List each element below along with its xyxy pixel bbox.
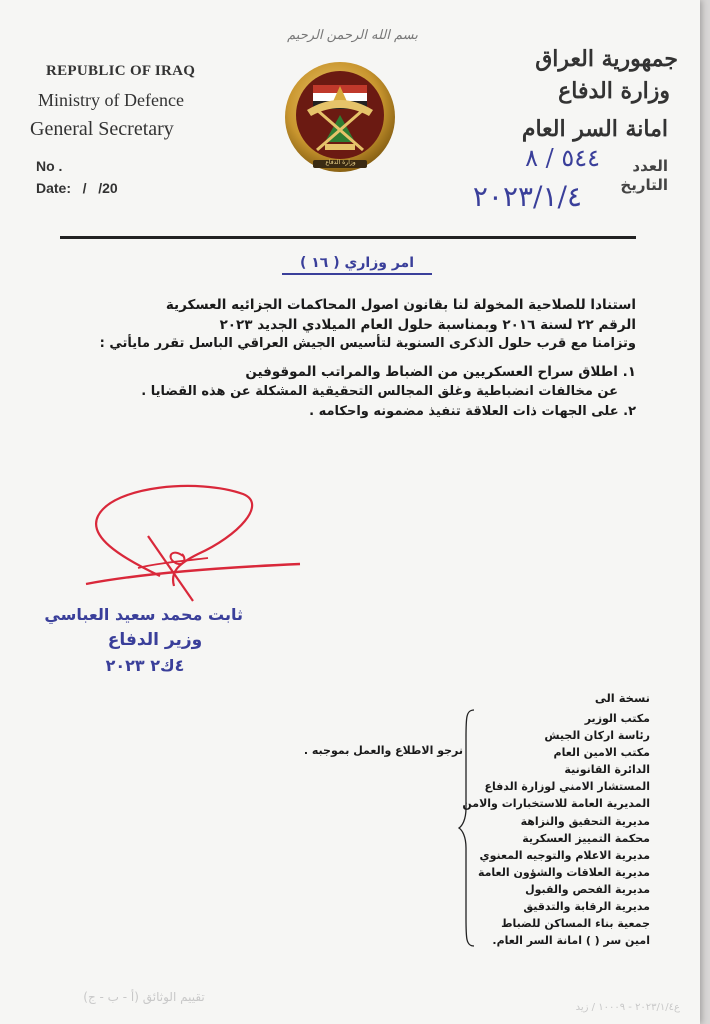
- distribution-header: نسخة الى: [594, 691, 650, 705]
- order-item-1-line-2: عن مخالفات انضباطية وغلق المجالس التحقيقية المشكلة عن هذه القضايا .: [141, 384, 618, 399]
- date-label: Date: / /20: [36, 180, 118, 196]
- header-ministry: Ministry of Defence: [38, 90, 184, 110]
- header-republic: REPUBLIC OF IRAQ: [46, 63, 196, 79]
- distribution-item: مكتب الوزير: [584, 712, 650, 725]
- body-line-3: وتزامنا مع قرب حلول الذكرى السنوية لتأسيس الجيش العراقي الباسل تقرر مايأتي :: [99, 336, 636, 351]
- footer-reference-code: ع٢٠٢٣/١/٤ - ١٠٠٠٩ / زيد: [575, 1002, 680, 1013]
- signature-scribble-icon: [78, 476, 308, 606]
- distribution-item: مديرية الفحص والقبول: [525, 882, 650, 896]
- distribution-item: جمعية بناء المساكن للضباط: [501, 917, 650, 931]
- handwritten-number: ٥٤٤ / ٨: [525, 144, 600, 172]
- distribution-item: المستشار الامني لوزارة الدفاع: [484, 780, 650, 794]
- signature-date: ٤ك٢ ٢٠٢٣: [105, 656, 185, 675]
- body-line-1: استنادا للصلاحية المخولة لنا بقانون اصول المحاكمات الجزائيه العسكرية: [165, 297, 636, 313]
- order-item-2: ٢. على الجهات ذات العلاقة تنفيذ مضمونه واحكامه .: [309, 404, 636, 419]
- footer-archive-stamp: تقييم الوثائق (أ - ب - ج): [83, 990, 205, 1004]
- header-arabic-ministry: وزارة الدفاع: [558, 78, 670, 104]
- ministry-emblem: [283, 60, 398, 175]
- basmala: بسم الله الرحمن الرحيم: [287, 28, 418, 43]
- emblem-caption: وزارة الدفاع: [325, 159, 356, 166]
- arabic-number-label: العدد: [632, 157, 668, 175]
- distribution-item: مديرية الاعلام والتوجيه المعنوي: [479, 848, 650, 862]
- distribution-item: محكمة التمييز العسكرية: [522, 831, 650, 845]
- signatory-name: ثابت محمد سعيد العباسي: [44, 605, 243, 624]
- body-line-2: الرقم ٢٢ لسنة ٢٠١٦ وبمناسبة حلول العام الميلادي الجديد ٢٠٢٣: [219, 317, 636, 333]
- distribution-list: [450, 710, 650, 949]
- distribution-item: المديرية العامة للاستخبارات والامن: [462, 797, 650, 811]
- distribution-item: مكتب الامين العام: [553, 746, 650, 760]
- arabic-date-label: التاريخ: [620, 176, 668, 194]
- distribution-item: مديرية الرقابة والتدقيق: [523, 900, 650, 914]
- distribution-item: الدائرة القانونية: [564, 763, 650, 777]
- header-general-secretary: General Secretary: [30, 118, 174, 140]
- order-title: امر وزاري ( ١٦ ): [282, 255, 432, 275]
- order-item-1-line-1: ١. اطلاق سراح العسكريين من الضباط والمراتب الموقوفين: [245, 364, 636, 380]
- distribution-item: رئاسة اركان الجيش: [544, 729, 650, 743]
- distribution-note: نرجو الاطلاع والعمل بموجبه .: [303, 744, 463, 757]
- emblem-icon: [283, 60, 398, 175]
- header-arabic-secretary: امانة السر العام: [521, 116, 668, 142]
- header-divider: [60, 236, 636, 239]
- signatory-title: وزير الدفاع: [107, 630, 203, 650]
- distribution-item: مديرية العلاقات والشؤون العامة: [477, 865, 650, 879]
- number-label: No .: [36, 158, 63, 174]
- signature-mark: [78, 476, 308, 606]
- distribution-item: امين سر ( ) امانة السر العام.: [492, 934, 650, 948]
- handwritten-date: ٢٠٢٣/١/٤: [472, 180, 582, 213]
- distribution-item: مديرية التحقيق والنزاهة: [520, 814, 650, 828]
- header-arabic-republic: جمهورية العراق: [535, 46, 678, 72]
